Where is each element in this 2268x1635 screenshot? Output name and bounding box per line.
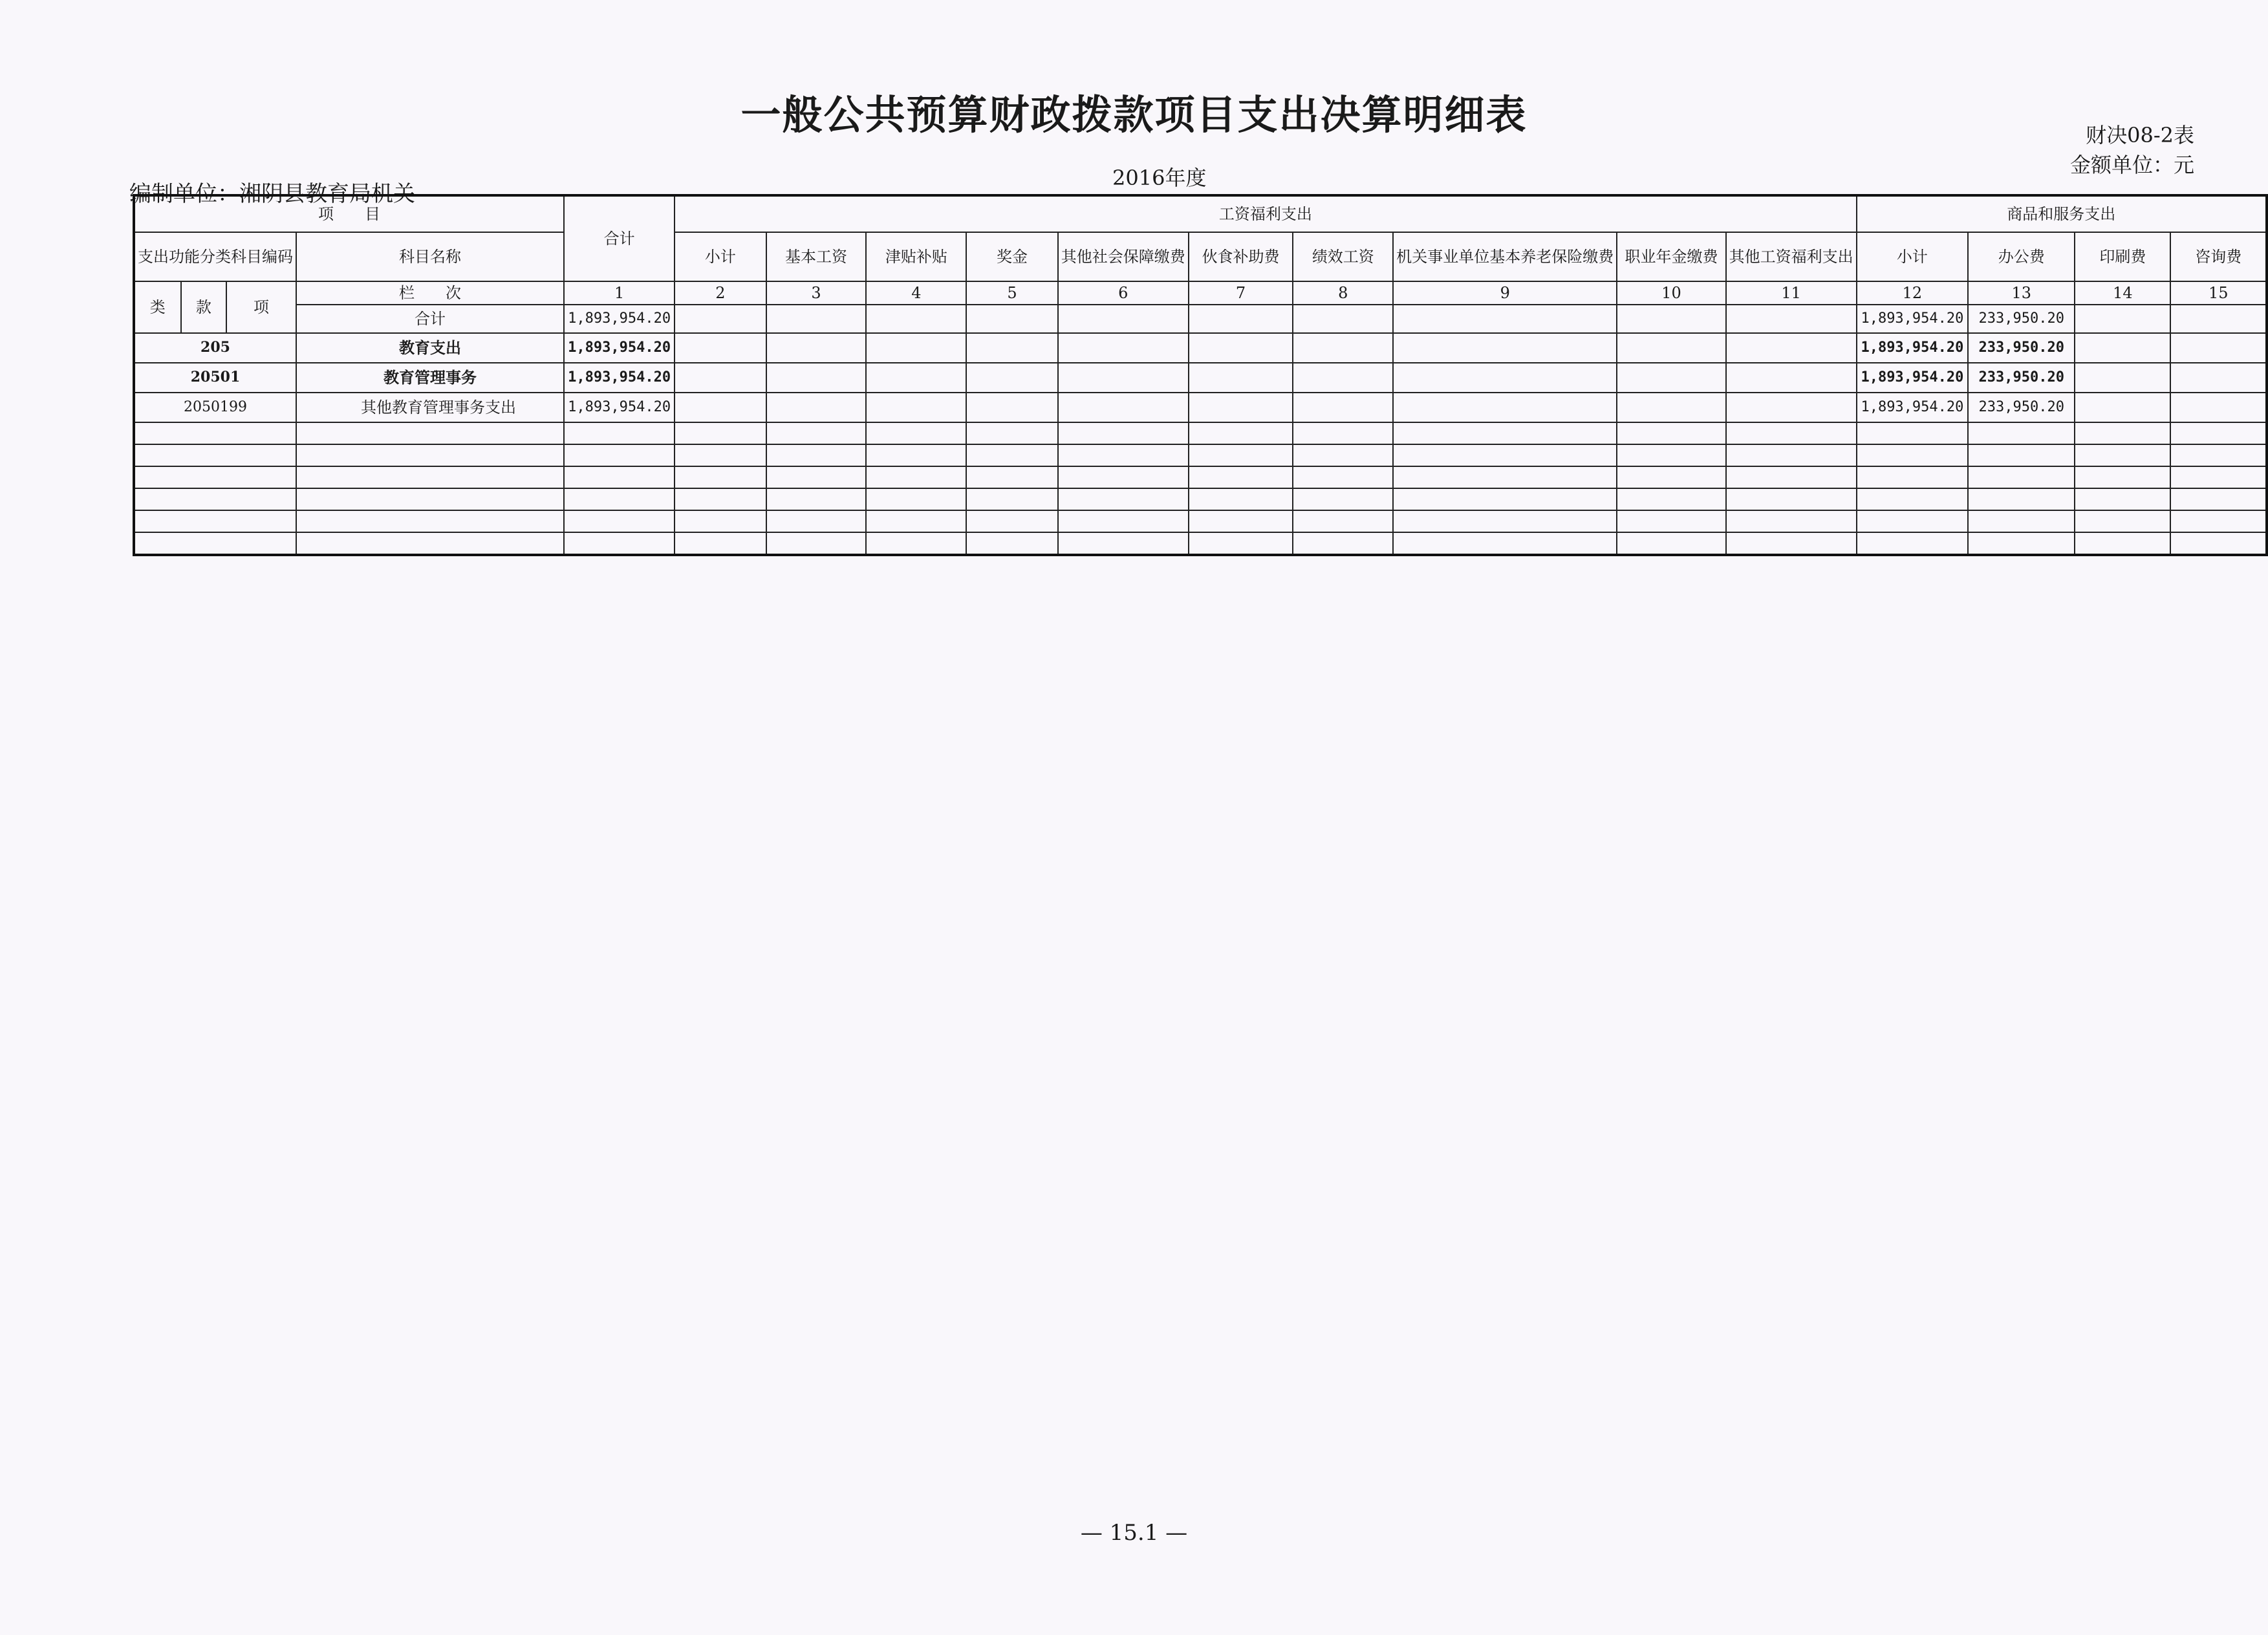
total-amount: 1,893,954.20 (564, 363, 675, 393)
table-row (134, 305, 2267, 333)
item-header: 项 目 (134, 195, 564, 232)
table-row (134, 363, 2267, 393)
column-index: 1 (564, 281, 675, 305)
lei-header: 类 (134, 281, 181, 333)
amount-unit: 金额单位：元 (2069, 153, 2194, 177)
col-header: 绩效工资 (1293, 232, 1393, 281)
column-index: 14 (2075, 281, 2170, 305)
column-index: 12 (1857, 281, 1969, 305)
subject-code: 205 (134, 333, 296, 363)
col-header: 印刷费 (2075, 232, 2170, 281)
total-amount: 1,893,954.20 (564, 393, 675, 422)
fiscal-year: 2016年度 (1112, 166, 1207, 190)
column-index: 5 (966, 281, 1057, 305)
empty-row (134, 466, 2267, 488)
goods-subtotal: 1,893,954.20 (1857, 305, 1969, 333)
col-header: 基本工资 (766, 232, 867, 281)
column-index: 11 (1726, 281, 1857, 305)
subject-code: 2050199 (134, 393, 296, 422)
column-index: 3 (766, 281, 867, 305)
table-row (134, 333, 2267, 363)
column-index: 6 (1058, 281, 1189, 305)
column-index: 8 (1293, 281, 1393, 305)
subject-name: 教育管理事务 (296, 363, 564, 393)
empty-row (134, 532, 2267, 555)
total-header: 合计 (564, 195, 675, 281)
column-index: 15 (2170, 281, 2267, 305)
goods-subtotal: 1,893,954.20 (1857, 393, 1969, 422)
office-expense: 233,950.20 (1968, 333, 2075, 363)
compiling-unit: 编制单位：湘阴县教育局机关 (129, 181, 415, 207)
office-expense: 233,950.20 (1968, 363, 2075, 393)
column-index: 2 (675, 281, 766, 305)
table-row (134, 393, 2267, 422)
col-header: 小计 (675, 232, 766, 281)
empty-row (134, 488, 2267, 510)
class-code-header: 支出功能分类科目编码 (134, 232, 296, 281)
empty-row (134, 444, 2267, 466)
subject-code: 20501 (134, 363, 296, 393)
column-index: 9 (1393, 281, 1617, 305)
col-header: 奖金 (966, 232, 1057, 281)
column-index-label: 栏 次 (296, 281, 564, 305)
col-header: 伙食补助费 (1189, 232, 1293, 281)
goods-services-header: 商品和服务支出 (1857, 195, 2267, 232)
total-amount: 1,893,954.20 (564, 333, 675, 363)
kuan-header: 款 (181, 281, 227, 333)
col-header: 职业年金缴费 (1617, 232, 1725, 281)
col-header: 机关事业单位基本养老保险缴费 (1393, 232, 1617, 281)
empty-row (134, 422, 2267, 444)
goods-subtotal: 1,893,954.20 (1857, 333, 1969, 363)
col-header: 其他社会保障缴费 (1058, 232, 1189, 281)
empty-row (134, 510, 2267, 532)
column-index: 10 (1617, 281, 1725, 305)
column-index: 13 (1968, 281, 2075, 305)
col-header: 其他工资福利支出 (1726, 232, 1857, 281)
col-header: 小计 (1857, 232, 1969, 281)
col-header: 咨询费 (2170, 232, 2267, 281)
col-header: 办公费 (1968, 232, 2075, 281)
column-index: 4 (866, 281, 966, 305)
form-number: 财决08-2表 (2086, 123, 2194, 147)
xiang-header: 项 (226, 281, 296, 333)
page-number: — 15.1 — (1080, 1520, 1188, 1546)
subject-name: 教育支出 (296, 333, 564, 363)
document-title: 一般公共预算财政拨款项目支出决算明细表 (740, 91, 1528, 138)
subject-name: 其他教育管理事务支出 (296, 393, 564, 422)
office-expense: 233,950.20 (1968, 393, 2075, 422)
total-amount: 1,893,954.20 (564, 305, 675, 333)
subject-name: 合计 (296, 305, 564, 333)
goods-subtotal: 1,893,954.20 (1857, 363, 1969, 393)
col-header: 津贴补贴 (866, 232, 966, 281)
column-index: 7 (1189, 281, 1293, 305)
wage-welfare-header: 工资福利支出 (675, 195, 1856, 232)
subject-name-header: 科目名称 (296, 232, 564, 281)
office-expense: 233,950.20 (1968, 305, 2075, 333)
expenditure-table (133, 194, 2268, 556)
